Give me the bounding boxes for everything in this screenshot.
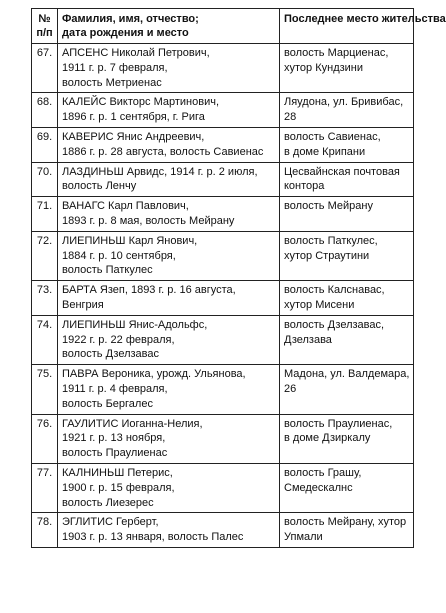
person-name-line: 1896 г. р. 1 сентября, г. Рига bbox=[62, 111, 205, 124]
person-name-line: 1911 г. р. 4 февраля, bbox=[62, 382, 168, 395]
person-name-line: АПСЕНС Николай Петрович, bbox=[62, 47, 210, 59]
person-name-line: Венгрия bbox=[62, 298, 104, 311]
header-place bbox=[280, 9, 446, 44]
last-residence-cell bbox=[280, 281, 414, 316]
table-row bbox=[32, 93, 414, 128]
header-place-text: Последнее место жительства bbox=[284, 13, 446, 25]
header-name bbox=[58, 9, 280, 44]
row-number: 78. bbox=[32, 513, 58, 548]
last-residence-cell bbox=[280, 44, 414, 93]
person-name-cell bbox=[58, 44, 280, 93]
last-residence-cell bbox=[280, 414, 414, 463]
person-name-line: 1911 г. р. 7 февраля, bbox=[62, 61, 168, 74]
person-name-cell bbox=[58, 162, 280, 197]
person-name-line: ЛИЕПИНЬШ Янис-Адольфс, bbox=[62, 318, 208, 331]
last-residence-line: волость Калснавас, хутор Мисени bbox=[284, 284, 385, 311]
person-name-cell bbox=[58, 281, 280, 316]
records-table bbox=[31, 8, 446, 548]
person-name-cell bbox=[58, 414, 280, 463]
row-number: 74. bbox=[32, 315, 58, 364]
person-name-line: ЭГЛИТИС Герберт, bbox=[62, 516, 159, 529]
last-residence-line: Мадона, ул. Валдемара, 26 bbox=[284, 368, 410, 395]
last-residence-line: волость Дзелзавас, Дзелзава bbox=[284, 318, 385, 346]
person-name-cell bbox=[58, 127, 280, 162]
person-name-line: волость Лиезерес bbox=[62, 496, 154, 509]
person-name-line: КАЛНИНЬШ Петерис, bbox=[62, 466, 173, 479]
person-name-cell bbox=[58, 315, 280, 364]
table-row bbox=[32, 281, 414, 316]
table-row bbox=[32, 231, 414, 280]
last-residence-line: Ляудона, ул. Бривибас, 28 bbox=[284, 96, 404, 124]
last-residence-line: волость Паткулес, bbox=[284, 234, 378, 247]
person-name-line: волость Метриенас bbox=[62, 76, 162, 89]
row-number: 73. bbox=[32, 281, 58, 316]
person-name-line: 1921 г. р. 13 ноября, bbox=[62, 432, 166, 445]
table-row bbox=[32, 414, 414, 463]
person-name-line: волость Паткулес bbox=[62, 264, 153, 277]
records-body bbox=[32, 44, 414, 548]
row-number: 70. bbox=[32, 162, 58, 197]
person-name-cell bbox=[58, 513, 280, 548]
last-residence-line: волость Праулиенас, bbox=[284, 417, 393, 430]
header-number bbox=[32, 9, 58, 44]
table-row bbox=[32, 513, 414, 548]
last-residence-line: волость Савиенас, bbox=[284, 130, 381, 143]
table-row bbox=[32, 44, 414, 93]
person-name-line: КАВЕРИС Янис Андреевич, bbox=[62, 130, 205, 143]
table-row bbox=[32, 127, 414, 162]
header-name-line2: дата рождения и место bbox=[62, 27, 189, 39]
last-residence-line: в доме Дзиркалу bbox=[284, 432, 371, 445]
row-number: 69. bbox=[32, 127, 58, 162]
last-residence-cell bbox=[280, 463, 414, 512]
row-number: 67. bbox=[32, 44, 58, 93]
person-name-line: ВАНАГС Карл Павлович, bbox=[62, 200, 189, 213]
table-row bbox=[32, 463, 414, 512]
last-residence-line: волость Марциенас, bbox=[284, 47, 389, 59]
person-name-line: волость Праулиенас bbox=[62, 447, 168, 460]
person-name-line: 1893 г. р. 8 мая, волость Мейрану bbox=[62, 214, 235, 227]
row-number: 76. bbox=[32, 414, 58, 463]
last-residence-cell bbox=[280, 197, 414, 232]
person-name-line: БАРТА Язеп, 1893 г. р. 16 августа, bbox=[62, 284, 236, 297]
last-residence-cell bbox=[280, 513, 414, 548]
last-residence-line: волость Мейрану bbox=[284, 200, 373, 213]
person-name-line: ПАВРА Вероника, урожд. Ульянова, bbox=[62, 368, 246, 381]
person-name-cell bbox=[58, 365, 280, 414]
last-residence-cell bbox=[280, 231, 414, 280]
person-name-line: 1900 г. р. 15 февраля, bbox=[62, 481, 175, 494]
person-name-line: ГАУЛИТИС Иоганна-Нелия, bbox=[62, 417, 203, 430]
person-name-line: волость Бергалес bbox=[62, 397, 153, 410]
header-number-line1: № bbox=[38, 13, 51, 25]
table-header-row bbox=[32, 9, 414, 44]
last-residence-line: Цесвайнская почтовая контора bbox=[284, 165, 400, 193]
person-name-cell bbox=[58, 463, 280, 512]
last-residence-cell bbox=[280, 365, 414, 414]
person-name-line: волость Дзелзавас bbox=[62, 348, 159, 361]
person-name-line: 1903 г. р. 13 января, волость Палес bbox=[62, 531, 244, 544]
header-number-line2: п/п bbox=[36, 27, 53, 39]
person-name-cell bbox=[58, 197, 280, 232]
row-number: 68. bbox=[32, 93, 58, 128]
person-name-line: волость Ленчу bbox=[62, 180, 137, 193]
last-residence-cell bbox=[280, 315, 414, 364]
person-name-line: ЛАЗДИНЬШ Арвидс, 1914 г. р. 2 июля, bbox=[62, 165, 258, 178]
person-name-line: 1922 г. р. 22 февраля, bbox=[62, 333, 175, 346]
row-number: 71. bbox=[32, 197, 58, 232]
last-residence-line: волость Мейрану, хутор Упмали bbox=[284, 516, 407, 544]
last-residence-cell bbox=[280, 127, 414, 162]
last-residence-cell bbox=[280, 162, 414, 197]
row-number: 77. bbox=[32, 463, 58, 512]
person-name-cell bbox=[58, 93, 280, 128]
table-row bbox=[32, 365, 414, 414]
row-number: 75. bbox=[32, 365, 58, 414]
last-residence-line: в доме Крипани bbox=[284, 145, 366, 158]
last-residence-line: волость Грашу, Смедескалнс bbox=[284, 466, 362, 494]
person-name-cell bbox=[58, 231, 280, 280]
last-residence-line: хутор Кундзини bbox=[284, 61, 364, 74]
table-row bbox=[32, 162, 414, 197]
person-name-line: КАЛЕЙС Викторс Мартинович, bbox=[62, 96, 220, 109]
last-residence-cell bbox=[280, 93, 414, 128]
row-number: 72. bbox=[32, 231, 58, 280]
person-name-line: 1884 г. р. 10 сентября, bbox=[62, 249, 176, 262]
table-row bbox=[32, 315, 414, 364]
person-name-line: 1886 г. р. 28 августа, волость Савиенас bbox=[62, 145, 264, 158]
last-residence-line: хутор Страутини bbox=[284, 249, 370, 262]
person-name-line: ЛИЕПИНЬШ Карл Янович, bbox=[62, 234, 198, 247]
header-name-line1: Фамилия, имя, отчество; bbox=[62, 13, 199, 25]
table-row bbox=[32, 197, 414, 232]
